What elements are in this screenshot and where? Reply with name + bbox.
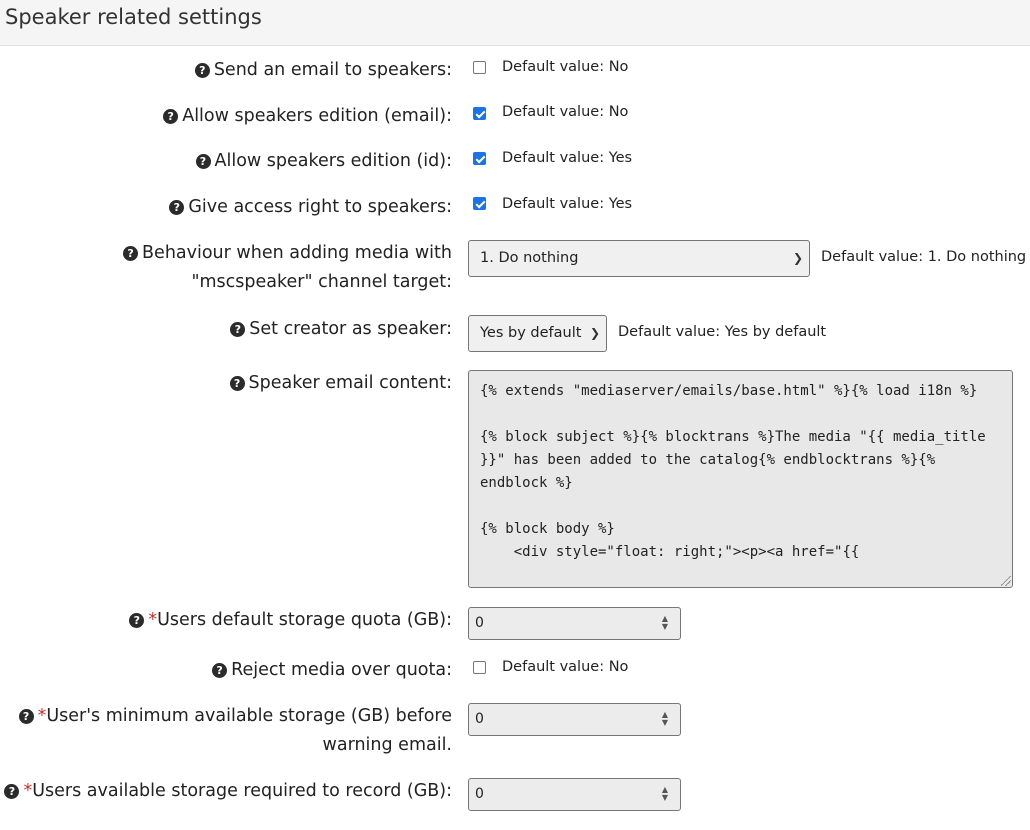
section-header <box>0 0 1030 46</box>
allow-edit-id-checkbox[interactable] <box>473 152 486 165</box>
default-value-text: Default value: Yes by default <box>618 324 827 340</box>
help-icon[interactable]: ? <box>195 63 210 78</box>
help-icon[interactable]: ? <box>169 200 184 215</box>
help-icon[interactable]: ? <box>230 376 245 391</box>
help-icon[interactable]: ? <box>230 322 245 337</box>
setting-label: ? *User's minimum available storage (GB) before warning email. <box>12 702 452 760</box>
setting-label: ? Speaker email content: <box>230 369 452 398</box>
spin-arrows-icon[interactable]: ▲ ▼ <box>661 710 669 727</box>
section-title: Speaker related settings <box>5 5 262 29</box>
default-value-text: Default value: No <box>502 59 629 75</box>
give-access-checkbox[interactable] <box>473 197 486 210</box>
help-icon[interactable]: ? <box>4 784 19 799</box>
resize-handle-icon[interactable] <box>1001 576 1011 586</box>
required-mark: * <box>148 610 158 630</box>
setting-label: ? Reject media over quota: <box>212 656 452 685</box>
behaviour-select[interactable]: 1. Do nothing ❯ <box>468 240 810 277</box>
min-storage-input[interactable]: 0 ▲ ▼ <box>468 703 681 736</box>
reject-media-checkbox[interactable] <box>473 661 486 674</box>
setting-label: ? Allow speakers edition (email): <box>163 102 452 131</box>
setting-label: ? Set creator as speaker: <box>230 315 452 344</box>
allow-edit-email-checkbox[interactable] <box>473 107 486 120</box>
email-content-textarea[interactable]: {% extends "mediaserver/emails/base.html" %}{% load i18n %} {% block subject %}{% blocktrans %}The media "{{ media_title }}" has been added to the catalog{% endblocktrans %}{% endblock %} {% block body %} <div style="float: right;"><p><a href="{{ <box>468 370 1013 588</box>
required-mark: * <box>37 706 47 726</box>
setting-label: ? Give access right to speakers: <box>169 193 452 222</box>
default-value-text: Default value: Yes <box>502 150 633 166</box>
setting-label: ? Behaviour when adding media with "mscspeaker" channel target: <box>12 239 452 297</box>
default-value-text: Default value: 1. Do nothing <box>821 249 1027 265</box>
spin-arrows-icon[interactable]: ▲ ▼ <box>661 785 669 802</box>
chevron-down-icon: ❯ <box>792 251 803 265</box>
spin-arrows-icon[interactable]: ▲ ▼ <box>661 614 669 631</box>
send-email-checkbox[interactable] <box>473 61 486 74</box>
record-storage-input[interactable]: 0 ▲ ▼ <box>468 778 681 811</box>
default-value-text: Default value: No <box>502 104 629 120</box>
help-icon[interactable]: ? <box>196 154 211 169</box>
chevron-down-icon: ❯ <box>589 326 600 340</box>
setting-label: ? *Users default storage quota (GB): <box>129 606 452 635</box>
help-icon[interactable]: ? <box>129 613 144 628</box>
setting-label: ? *Users available storage required to record (GB): <box>4 777 452 806</box>
creator-speaker-select[interactable]: Yes by default ❯ <box>468 315 607 352</box>
help-icon[interactable]: ? <box>163 109 178 124</box>
setting-label: ? Send an email to speakers: <box>195 56 452 85</box>
storage-quota-input[interactable]: 0 ▲ ▼ <box>468 607 681 640</box>
help-icon[interactable]: ? <box>123 246 138 261</box>
help-icon[interactable]: ? <box>212 663 227 678</box>
help-icon[interactable]: ? <box>19 709 34 724</box>
required-mark: * <box>23 781 33 801</box>
default-value-text: Default value: No <box>502 659 629 675</box>
default-value-text: Default value: Yes <box>502 196 633 212</box>
setting-label: ? Allow speakers edition (id): <box>196 147 453 176</box>
